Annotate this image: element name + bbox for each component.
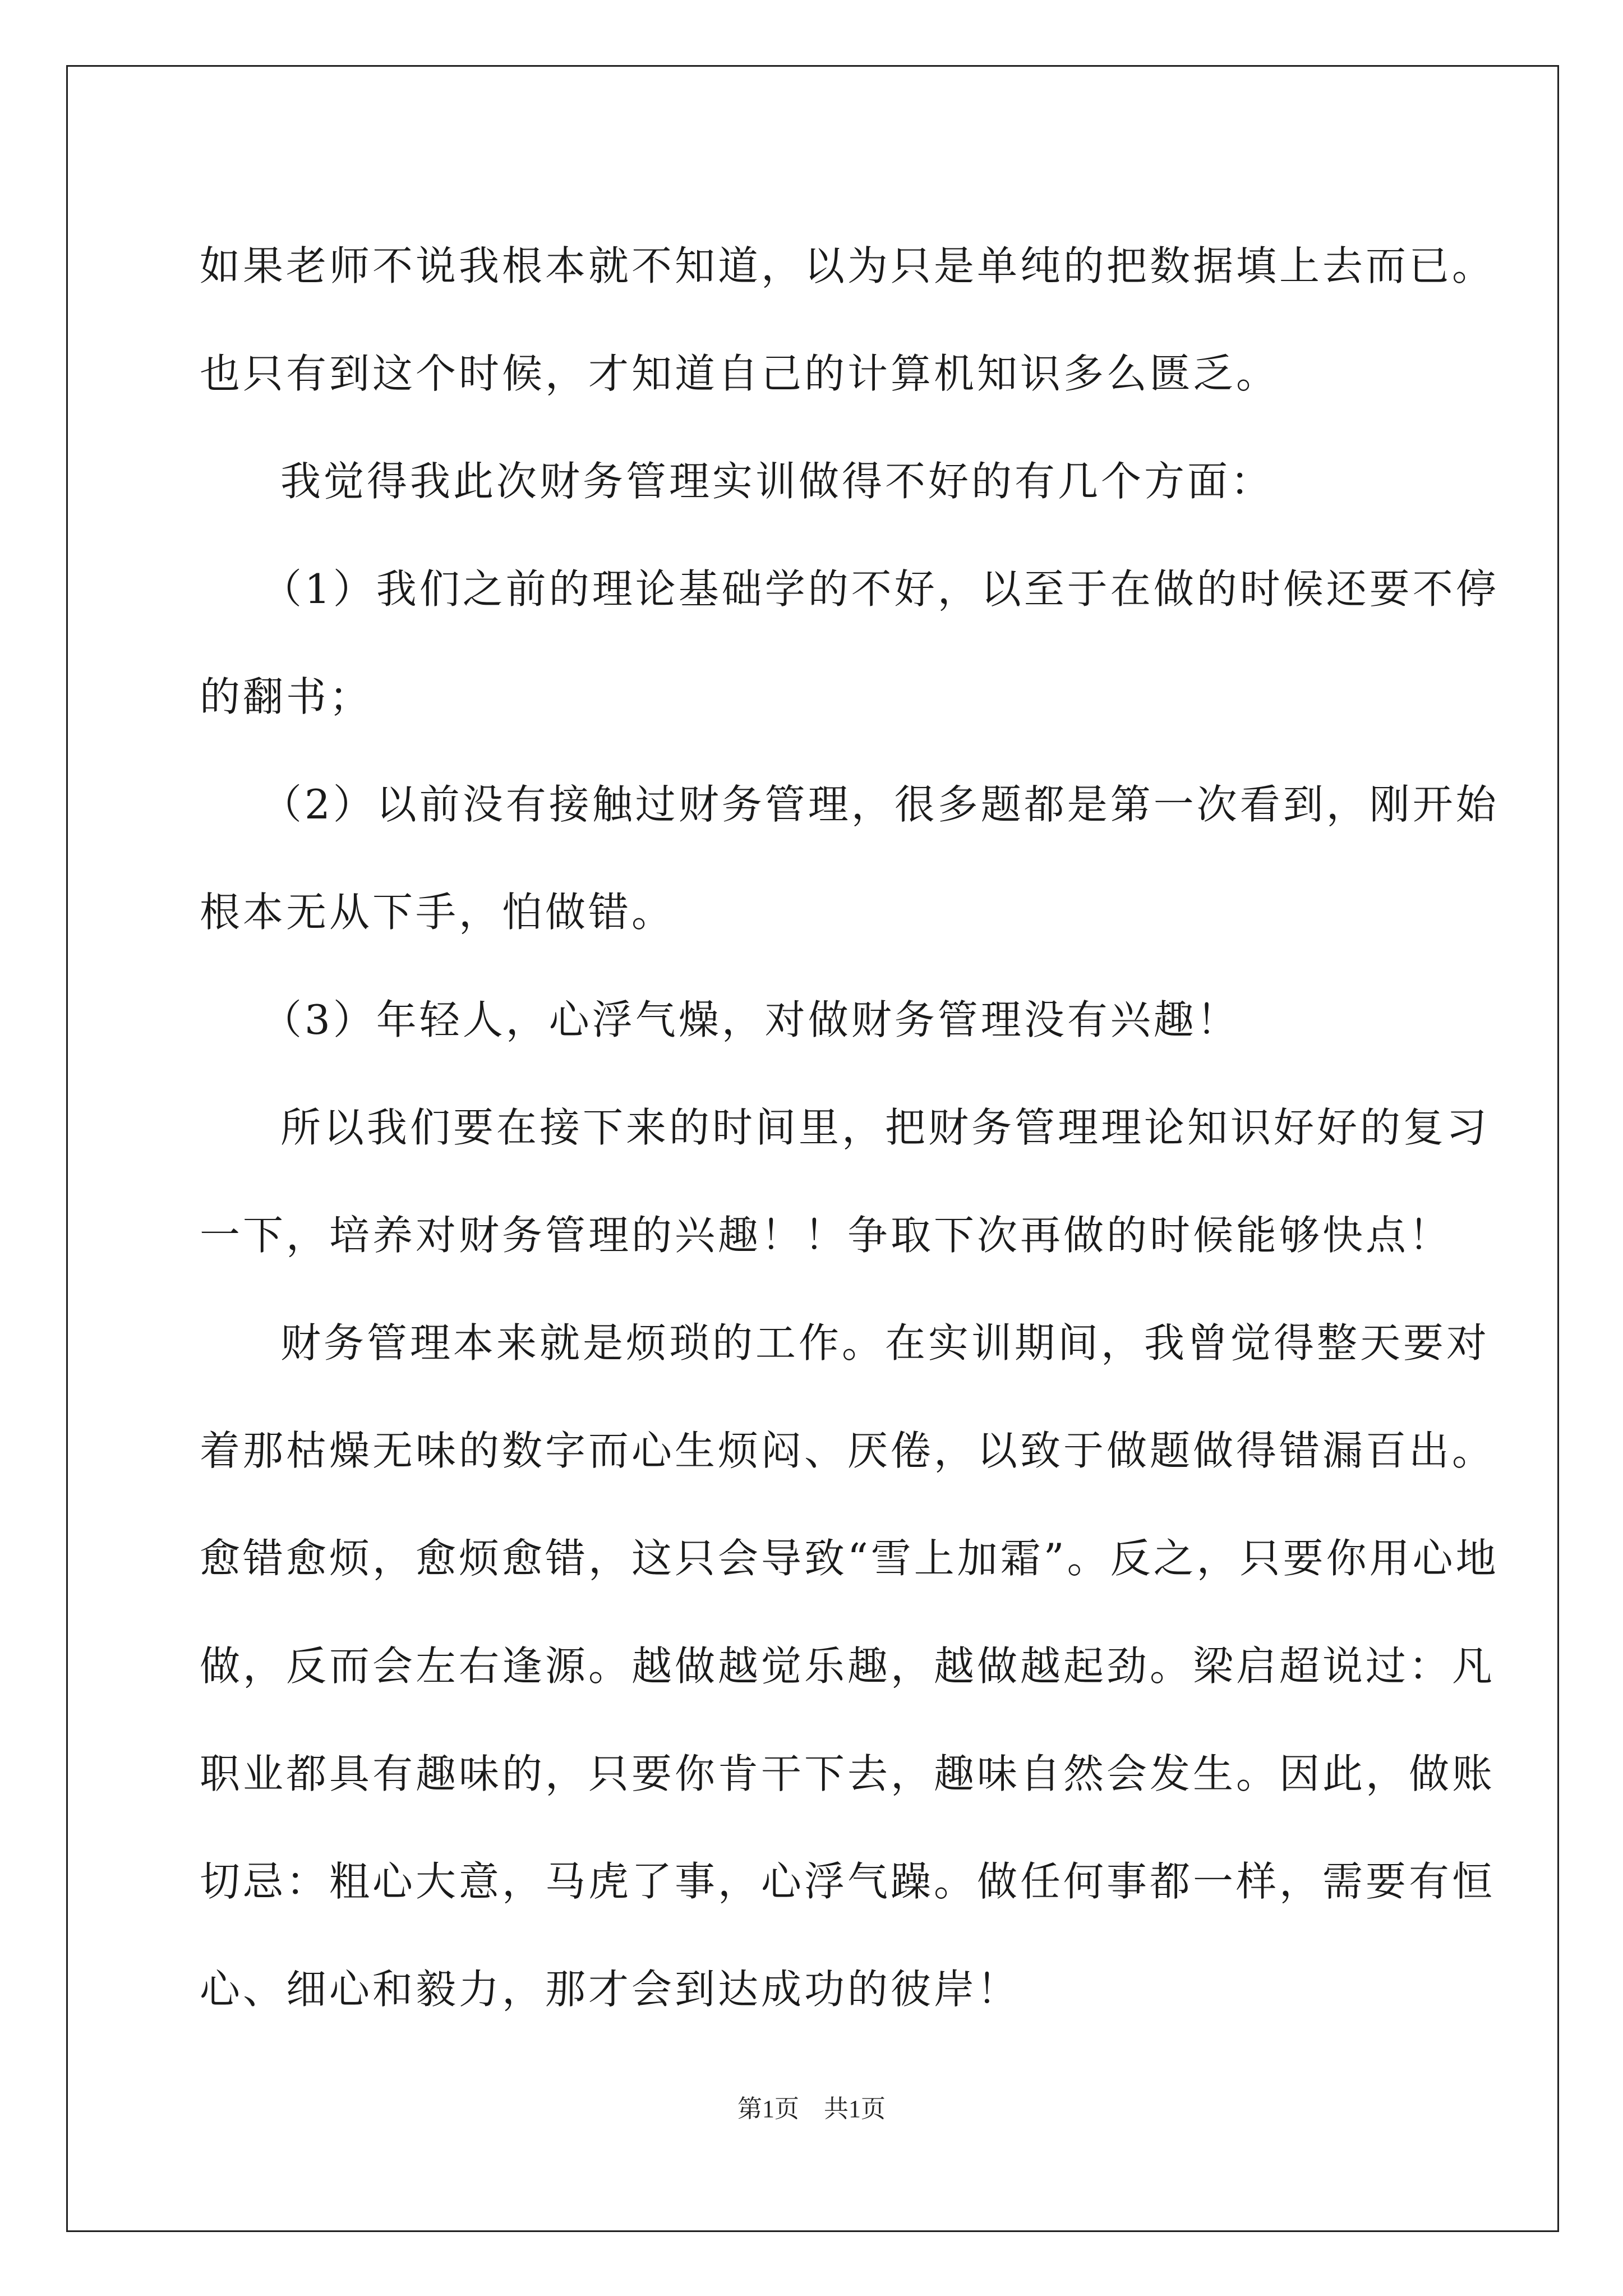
text-line: 心、细心和毅力，那才会到达成功的彼岸！	[200, 1966, 1021, 2013]
text-line: 如果老师不说我根本就不知道，以为只是单纯的把数据填上去而已。	[200, 242, 1496, 289]
text-line: （2）以前没有接触过财务管理，很多题都是第一次看到，刚开始	[261, 781, 1499, 828]
text-line: 的翻书；	[200, 673, 373, 720]
text-line: 我觉得我此次财务管理实训做得不好的有几个方面：	[280, 458, 1274, 505]
text-line: 也只有到这个时候，才知道自己的计算机知识多么匮乏。	[200, 350, 1280, 397]
text-line: 财务管理本来就是烦琐的工作。在实训期间，我曾觉得整天要对	[280, 1319, 1490, 1366]
text-line: 做，反而会左右逢源。越做越觉乐趣，越做越起劲。梁启超说过：凡	[200, 1642, 1496, 1690]
text-line: 着那枯燥无味的数字而心生烦闷、厌倦，以致于做题做得错漏百出。	[200, 1427, 1496, 1474]
document-body	[200, 212, 1499, 2043]
text-line: 职业都具有趣味的，只要你肯干下去，趣味自然会发生。因此，做账	[200, 1750, 1496, 1797]
text-line: 一下，培养对财务管理的兴趣！！争取下次再做的时候能够快点！	[200, 1212, 1453, 1259]
text-line: 根本无从下手，怕做错。	[200, 889, 675, 936]
text-line: 愈错愈烦，愈烦愈错，这只会导致“雪上加霜”。反之，只要你用心地	[200, 1535, 1499, 1582]
text-line: 所以我们要在接下来的时间里，把财务管理理论知识好好的复习	[280, 1104, 1490, 1151]
page-footer: 第1页 共1页	[737, 2095, 886, 2123]
text-line: （3）年轻人，心浮气燥，对做财务管理没有兴趣！	[261, 996, 1240, 1043]
text-line: （1）我们之前的理论基础学的不好，以至于在做的时候还要不停	[261, 565, 1499, 613]
text-line: 切忌：粗心大意，马虎了事，心浮气躁。做任何事都一样，需要有恒	[200, 1858, 1496, 1905]
